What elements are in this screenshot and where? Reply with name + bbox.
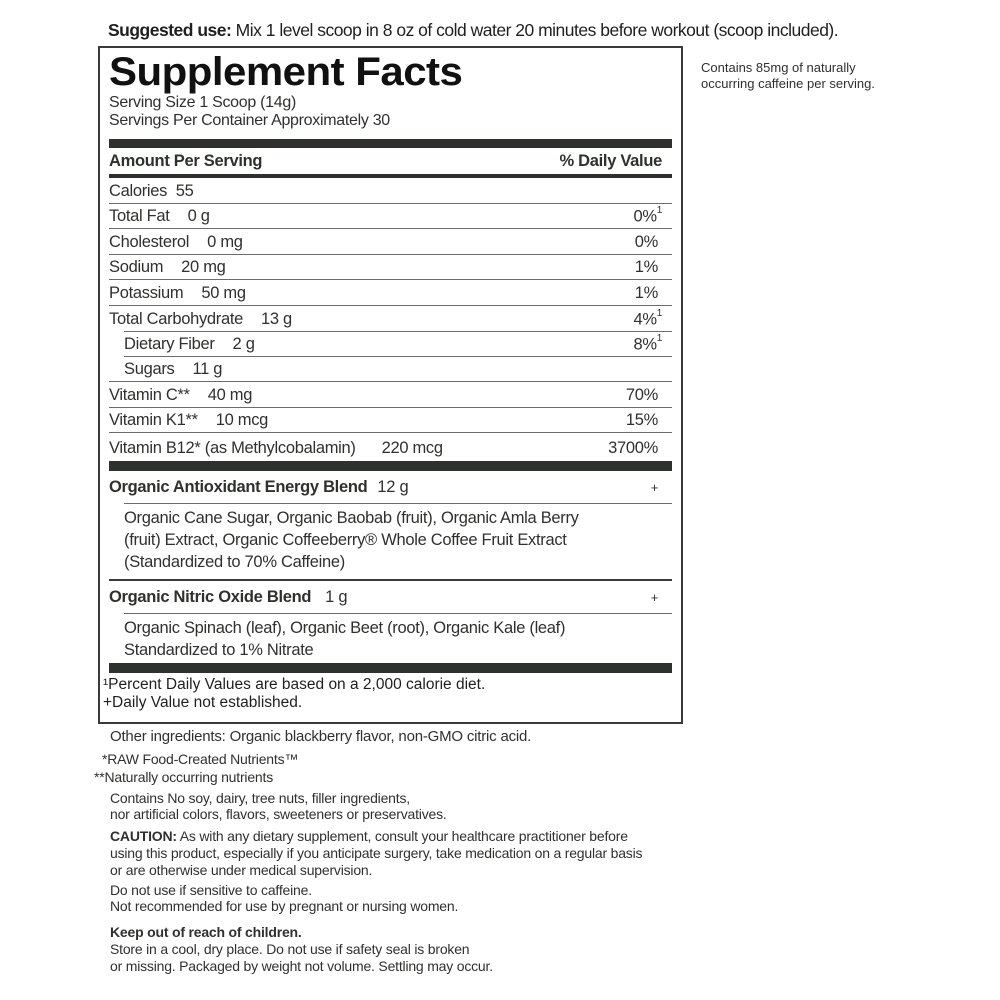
nutrient-amount: 220 mcg	[381, 438, 443, 457]
calories-value: Calories 55	[109, 181, 194, 200]
blend-line: (Standardized to 70% Caffeine)	[124, 553, 345, 571]
nutrient-dv: 0%	[633, 207, 657, 226]
contains-no-line1: Contains No soy, dairy, tree nuts, filler ingredients,	[110, 790, 410, 806]
caution-text: As with any dietary supplement, consult your healthcare practitioner before	[176, 828, 628, 844]
caution-label: CAUTION:	[110, 828, 177, 844]
table-row	[109, 433, 672, 461]
table-row	[109, 280, 672, 306]
keep-out-of-reach	[110, 924, 302, 941]
nutrient-name: Total Carbohydrate	[109, 309, 244, 328]
nutrient-amount: 13 g	[261, 309, 292, 328]
blend-section	[109, 471, 672, 579]
supplement-facts-panel	[98, 46, 683, 724]
footnote-percent-dv: ¹Percent Daily Values are based on a 2,000 calorie diet.	[103, 676, 486, 693]
nutrient-name: Dietary Fiber	[124, 335, 215, 354]
table-row	[124, 331, 672, 357]
blend-header	[109, 471, 672, 503]
caffeine-note-line1: Contains 85mg of naturally	[701, 60, 856, 75]
footnote-marker: 1	[656, 205, 662, 216]
other-ingredients: Other ingredients: Organic blackberry flavor, non-GMO citric acid.	[110, 728, 532, 745]
blend-dv: +	[650, 589, 658, 605]
suggested-use-text: Mix 1 level scoop in 8 oz of cold water 20 minutes before workout (scoop included).	[231, 20, 839, 40]
blend-ingredients	[124, 613, 672, 663]
nutrient-name: Vitamin C**	[109, 385, 190, 404]
keep-out-text: Keep out of reach of children.	[110, 924, 302, 940]
storage-line2: or missing. Packaged by weight not volume. Settling may occur.	[110, 958, 493, 974]
blend-line: Standardized to 1% Nitrate	[124, 641, 314, 659]
caffeine-warning: Do not use if sensitive to caffeine.	[110, 882, 312, 898]
nutrient-amount: 10 mcg	[215, 411, 269, 430]
nutrient-amount: 0 mg	[207, 232, 243, 251]
thick-divider	[109, 461, 672, 471]
table-row	[109, 255, 672, 281]
nutrient-name: Potassium	[109, 283, 184, 302]
blend-line: (fruit) Extract, Organic Coffeeberry® Whole Coffee Fruit Extract	[124, 531, 567, 549]
pregnancy-warning: Not recommended for use by pregnant or nursing women.	[110, 898, 459, 914]
nutrient-name: Vitamin B12* (as Methylcobalamin)	[109, 438, 356, 457]
thick-divider	[109, 663, 672, 673]
panel-title: Supplement Facts	[109, 50, 463, 94]
thick-divider	[109, 139, 672, 148]
nutrient-name: Cholesterol	[109, 232, 190, 251]
blend-name: Organic Nitric Oxide Blend	[109, 587, 312, 606]
nutrient-dv: 1%	[634, 258, 658, 277]
caution-line1	[110, 828, 628, 845]
nutrient-name: Total Fat	[109, 207, 170, 226]
blend-line: Organic Spinach (leaf), Organic Beet (root), Organic Kale (leaf)	[124, 619, 566, 637]
nutrient-dv: 0%	[634, 232, 658, 251]
blend-amount: 1 g	[325, 587, 348, 606]
suggested-use-label: Suggested use:	[108, 20, 232, 40]
nutrient-amount: 40 mg	[207, 385, 253, 404]
suggested-use	[108, 20, 838, 41]
nutrient-name: Sodium	[109, 258, 164, 277]
nutrient-amount: 0 g	[187, 207, 210, 226]
table-header	[109, 150, 672, 172]
nutrient-dv: 70%	[625, 385, 658, 404]
contains-no-line2: nor artificial colors, flavors, sweeteners or preservatives.	[110, 806, 447, 822]
daily-value-header: % Daily Value	[559, 151, 662, 170]
blend-line: Organic Cane Sugar, Organic Baobab (fruit), Organic Amla Berry	[124, 509, 579, 527]
table-row	[109, 357, 672, 383]
blend-name: Organic Antioxidant Energy Blend	[109, 477, 368, 496]
caution-line2: using this product, especially if you anticipate surgery, take medication on a regular basis	[110, 845, 643, 861]
table-row	[109, 204, 672, 230]
nutrient-amount: 11 g	[192, 360, 223, 379]
blend-ingredients	[124, 503, 672, 579]
nutrient-name: Vitamin K1**	[109, 411, 198, 430]
storage-line1: Store in a cool, dry place. Do not use if safety seal is broken	[110, 941, 470, 957]
caution-line3: or are otherwise under medical supervision.	[110, 862, 373, 878]
nutrient-dv: 15%	[625, 411, 658, 430]
servings-per-container: Servings Per Container Approximately 30	[109, 112, 390, 129]
blend-dv: +	[650, 479, 658, 495]
serving-size: Serving Size 1 Scoop (14g)	[109, 94, 296, 111]
footnote-marker: 1	[656, 333, 662, 344]
nutrient-dv: 8%	[633, 335, 657, 354]
blend-header	[109, 581, 672, 613]
naturally-occurring-note: **Naturally occurring nutrients	[94, 769, 273, 785]
nutrient-dv: 1%	[634, 283, 658, 302]
footnote-dv-not-established: +Daily Value not established.	[103, 694, 303, 711]
table-row	[109, 306, 672, 332]
nutrient-amount: 2 g	[232, 335, 255, 354]
nutrient-dv: 3700%	[608, 438, 658, 457]
blend-amount: 12 g	[377, 477, 409, 496]
amount-per-serving-header: Amount Per Serving	[109, 151, 263, 170]
calories-row	[109, 178, 672, 204]
nutrient-amount: 20 mg	[181, 258, 226, 277]
table-row	[109, 229, 672, 255]
caffeine-note	[701, 60, 941, 92]
footnote-marker: 1	[656, 307, 662, 319]
caffeine-note-line2: occurring caffeine per serving.	[701, 76, 875, 91]
nutrient-dv: 4%	[633, 310, 657, 328]
nutrient-name: Sugars	[124, 360, 175, 379]
nutrient-amount: 50 mg	[201, 283, 246, 302]
blend-section	[109, 581, 672, 663]
raw-food-note: *RAW Food-Created Nutrients™	[102, 751, 299, 767]
table-row	[109, 382, 672, 408]
table-row	[109, 408, 672, 434]
